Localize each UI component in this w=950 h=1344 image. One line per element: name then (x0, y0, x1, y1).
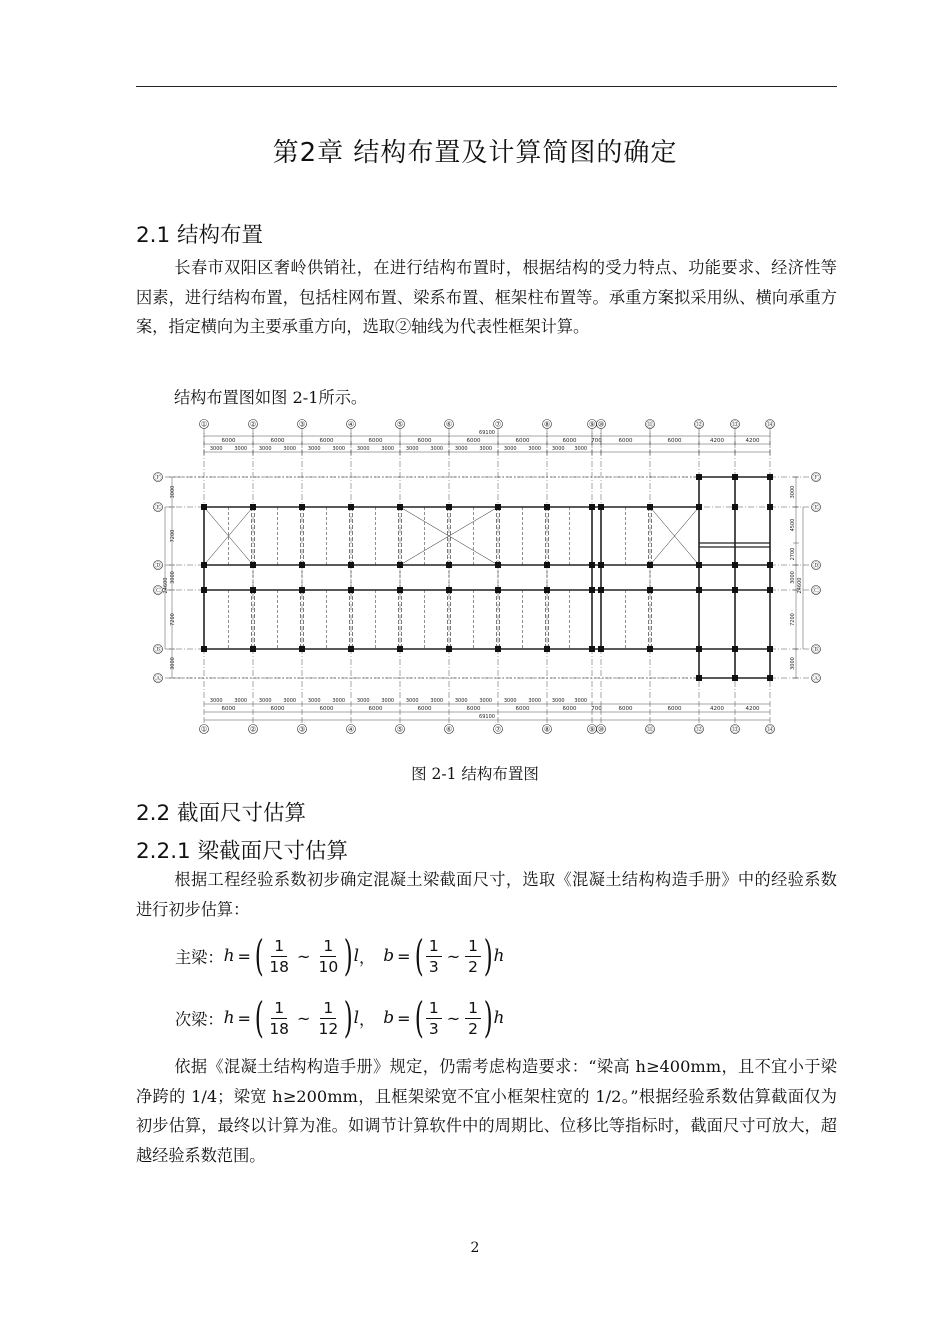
column (397, 504, 403, 510)
numerator: 1 (426, 999, 442, 1019)
dimension-half-top: 3000 (258, 446, 272, 452)
numerator: 1 (465, 999, 481, 1019)
dimension-half-bottom: 3000 (479, 698, 493, 704)
axis-label-top: ⑦ (494, 420, 502, 429)
formula-main-l: l (353, 946, 360, 966)
dimension-half-top: 3000 (332, 446, 346, 452)
formula-main-eq: = (237, 946, 251, 966)
column (767, 562, 773, 568)
dimension-half-bottom: 3000 (430, 698, 444, 704)
column (201, 504, 207, 510)
dimension-span-top: 6000 (618, 438, 633, 444)
axis-label-bottom: ③ (298, 725, 306, 734)
structural-layout-drawing (150, 415, 830, 745)
paragraph-figure-ref-text: 结构布置图如图 2-1所示。 (174, 388, 368, 407)
dimension-span-top: 700 (591, 438, 602, 444)
column (544, 587, 550, 593)
section-heading-2-1: 2.1 结构布置 (136, 223, 264, 248)
axis-label-bottom: ⑩ (597, 725, 605, 734)
dimension-half-bottom: 3000 (258, 698, 272, 704)
axis-label-right: Ⓓ (812, 561, 820, 570)
axis-label-top: ④ (347, 420, 355, 429)
paragraph-layout-text: 长春市双阳区奢岭供销社，在进行结构布置时，根据结构的受力特点、功能要求、经济性等因素，进行结构布置，包括柱网布置、梁系布置、框架柱布置等。承重方案拟采用纵、横向承重方案，指定横向为主要承重方向，选取②轴线为代表性框架计算。 (136, 258, 837, 336)
dimension-span-top: 6000 (368, 438, 383, 444)
fraction (426, 937, 442, 976)
dimension-span-bottom: 6000 (466, 706, 481, 712)
axis-label-bottom: ① (200, 725, 208, 734)
axis-label-left: Ⓔ (154, 503, 162, 512)
column (696, 675, 702, 681)
dimension-half-top: 3000 (454, 446, 468, 452)
axis-label-right: Ⓕ (812, 473, 820, 482)
paragraph-construction-req-text: 依据《混凝土结构构造手册》规定，仍需考虑构造要求：“梁高 h≥400mm，且不宜小于梁净跨的 1/4；梁宽 h≥200mm，且框架梁宽不宜小框架柱宽的 1/2。”根据经验系数估算截面仅为初步估算，最终以计算为准。如调节计算软件中的周期比、位移比等指标时，截面尺寸可放大，超越经验系数范围。 (136, 1057, 837, 1165)
column (767, 646, 773, 652)
column (299, 646, 305, 652)
dimension-half-bottom: 3000 (209, 698, 223, 704)
fraction (426, 999, 442, 1038)
column (732, 474, 738, 480)
axis-label-bottom: ⑥ (445, 725, 453, 734)
axis-label-top: ⑩ (597, 420, 605, 429)
denominator: 3 (428, 1019, 439, 1038)
formula-main-comma: ， (359, 948, 376, 967)
dimension-half-top: 3000 (209, 446, 223, 452)
column (732, 587, 738, 593)
dimension-half-bottom: 3000 (381, 698, 395, 704)
column (250, 646, 256, 652)
right-paren-icon: ) (343, 931, 353, 980)
dimension-half-bottom: 3000 (405, 698, 419, 704)
dimension-span-bottom: 700 (591, 706, 602, 712)
dimension-right: 4500 (790, 518, 796, 532)
column (348, 504, 354, 510)
dimension-total-bottom: 69100 (479, 714, 495, 720)
paragraph-construction-req (136, 1052, 837, 1170)
formula-sec-h2: h (493, 1008, 505, 1028)
column (446, 646, 452, 652)
column (598, 587, 604, 593)
numerator: 1 (426, 937, 442, 957)
left-paren-icon: ( (254, 931, 264, 980)
dimension-left: 7200 (170, 613, 176, 626)
dimension-span-top: 6000 (417, 438, 432, 444)
dimension-half-top: 3000 (479, 446, 493, 452)
formula-sec-eq: = (237, 1008, 251, 1028)
column (732, 504, 738, 510)
fraction (315, 999, 341, 1038)
column (397, 587, 403, 593)
column (348, 562, 354, 568)
dimension-half-bottom: 3000 (283, 698, 297, 704)
paragraph-figure-ref (136, 383, 837, 413)
column (495, 504, 501, 510)
chapter-title: 第2章 结构布置及计算简图的确定 (272, 138, 678, 168)
denominator: 2 (468, 1019, 479, 1038)
column (589, 587, 595, 593)
formula-secondary-beam (175, 990, 504, 1046)
column (696, 504, 702, 510)
numerator: 1 (320, 937, 336, 957)
axis-label-top: ① (200, 420, 208, 429)
column (299, 587, 305, 593)
dimension-half-top: 3000 (283, 446, 297, 452)
dimension-span-bottom: 6000 (618, 706, 633, 712)
axis-label-bottom: ⑦ (494, 725, 502, 734)
axis-label-top: ⑥ (445, 420, 453, 429)
column (397, 562, 403, 568)
axis-label-top: ⑫ (695, 420, 703, 429)
axis-label-bottom: ⑧ (543, 725, 551, 734)
dimension-left: 3000 (170, 571, 176, 584)
dimension-left: 7200 (170, 529, 176, 543)
axis-label-bottom: ⑫ (695, 725, 703, 734)
dimension-span-top: 6000 (319, 438, 334, 444)
dimension-half-top: 3000 (381, 446, 395, 452)
formula-main-beam (175, 928, 504, 984)
dimension-span-bottom: 6000 (368, 706, 383, 712)
paragraph-beam-estimate (136, 865, 837, 924)
axis-label-right: Ⓐ (812, 674, 820, 683)
dimension-right: 3000 (790, 485, 796, 499)
denominator: 12 (318, 1019, 339, 1038)
formula-main-eq2: = (397, 946, 411, 966)
column (348, 587, 354, 593)
column (446, 587, 452, 593)
axis-label-top: ⑧ (543, 420, 551, 429)
axis-label-top: ⑪ (646, 420, 654, 429)
right-paren-icon: ) (483, 931, 493, 980)
column (446, 562, 452, 568)
section-heading-2-2-1: 2.2.1 梁截面尺寸估算 (136, 839, 349, 864)
dimension-span-top: 6000 (515, 438, 530, 444)
formula-main-h2: h (493, 946, 505, 966)
column (544, 562, 550, 568)
column (299, 562, 305, 568)
numerator: 1 (271, 999, 287, 1019)
axis-label-top: ② (249, 420, 257, 429)
column (201, 587, 207, 593)
dimension-span-top: 6000 (221, 438, 236, 444)
axis-label-bottom: ⑨ (588, 725, 596, 734)
dimension-half-top: 3000 (574, 446, 588, 452)
axis-label-top: ⑤ (396, 420, 404, 429)
formula-main-tilde: ~ (297, 946, 311, 966)
dimension-span-bottom: 6000 (667, 706, 682, 712)
column (250, 562, 256, 568)
column (446, 504, 452, 510)
column (647, 587, 653, 593)
axis-label-left: Ⓑ (154, 645, 162, 654)
denominator: 18 (269, 1019, 290, 1038)
axis-label-bottom: ⑭ (766, 725, 774, 734)
dimension-span-bottom: 6000 (270, 706, 285, 712)
page-number: 2 (470, 1240, 480, 1256)
dimension-half-bottom: 3000 (574, 698, 588, 704)
column (544, 646, 550, 652)
axis-label-bottom: ② (249, 725, 257, 734)
dimension-span-bottom: 6000 (319, 706, 334, 712)
dimension-half-top: 3000 (307, 446, 321, 452)
dimension-span-bottom: 6000 (515, 706, 530, 712)
dimension-span-top: 6000 (270, 438, 285, 444)
axis-label-top: ⑨ (588, 420, 596, 429)
header-rule (136, 86, 837, 87)
column (647, 504, 653, 510)
column (696, 562, 702, 568)
dimension-half-top: 3000 (356, 446, 370, 452)
column (647, 646, 653, 652)
dimension-half-top: 3000 (405, 446, 419, 452)
dimension-left-total: 24600 (163, 577, 169, 594)
dimension-right: 2700 (790, 547, 796, 561)
column (348, 646, 354, 652)
axis-label-bottom: ⑪ (646, 725, 654, 734)
column (299, 504, 305, 510)
numerator: 1 (320, 999, 336, 1019)
column (250, 587, 256, 593)
formula-sec-tilde2: ~ (446, 1008, 461, 1028)
paragraph-beam-estimate-text: 根据工程经验系数初步确定混凝土梁截面尺寸，选取《混凝土结构构造手册》中的经验系数进行初步估算： (136, 870, 837, 919)
column (495, 587, 501, 593)
axis-label-bottom: ④ (347, 725, 355, 734)
dimension-left: 3000 (170, 485, 176, 499)
column (201, 646, 207, 652)
dimension-half-bottom: 3000 (356, 698, 370, 704)
column (598, 646, 604, 652)
dimension-span-bottom: 6000 (417, 706, 432, 712)
fraction (465, 999, 481, 1038)
axis-label-right: Ⓒ (812, 586, 820, 595)
dimension-span-bottom: 6000 (221, 706, 236, 712)
dimension-half-bottom: 3000 (307, 698, 321, 704)
column (598, 562, 604, 568)
column (647, 562, 653, 568)
dimension-span-top: 4200 (710, 438, 724, 444)
figure-caption: 图 2-1 结构布置图 (411, 765, 539, 783)
dimension-half-top: 3000 (430, 446, 444, 452)
numerator: 1 (465, 937, 481, 957)
axis-label-top: ⑭ (766, 420, 774, 429)
formula-main-label: 主梁： (175, 948, 224, 967)
column (589, 504, 595, 510)
column (767, 474, 773, 480)
left-paren-icon: ( (414, 993, 424, 1042)
dimension-right-total: 24600 (797, 577, 803, 594)
paragraph-layout (136, 253, 837, 342)
dimension-right: 3000 (790, 571, 796, 584)
column (767, 675, 773, 681)
dimension-span-top: 6000 (667, 438, 682, 444)
axis-label-right: Ⓑ (812, 645, 820, 654)
dimension-half-bottom: 3000 (454, 698, 468, 704)
column (589, 646, 595, 652)
fraction (315, 937, 341, 976)
fraction (266, 937, 292, 976)
dimension-span-bottom: 6000 (562, 706, 577, 712)
axis-label-left: Ⓒ (154, 586, 162, 595)
formula-sec-h: h (223, 1008, 235, 1028)
dimension-half-top: 3000 (551, 446, 565, 452)
column (732, 562, 738, 568)
dimension-right: 3000 (790, 657, 796, 670)
dimension-span-bottom: 4200 (745, 706, 760, 712)
dimension-half-bottom: 3000 (332, 698, 346, 704)
column (696, 587, 702, 593)
column (495, 646, 501, 652)
column (589, 562, 595, 568)
right-paren-icon: ) (343, 993, 353, 1042)
axis-label-left: Ⓕ (154, 473, 162, 482)
left-paren-icon: ( (254, 993, 264, 1042)
column (201, 562, 207, 568)
formula-main-tilde2: ~ (446, 946, 461, 966)
column (696, 474, 702, 480)
dimension-half-top: 3000 (528, 446, 542, 452)
dimension-total-top: 69100 (479, 430, 495, 436)
dimension-left: 3000 (170, 657, 176, 670)
formula-main-b: b (383, 946, 395, 966)
dimension-right: 7200 (790, 613, 796, 626)
axis-label-left: Ⓓ (154, 561, 162, 570)
column (767, 587, 773, 593)
dimension-span-top: 4200 (745, 438, 760, 444)
left-paren-icon: ( (414, 931, 424, 980)
dimension-half-top: 3000 (234, 446, 248, 452)
axis-label-left: Ⓐ (154, 674, 162, 683)
denominator: 3 (428, 957, 439, 976)
axis-label-right: Ⓔ (812, 503, 820, 512)
column (495, 562, 501, 568)
column (598, 504, 604, 510)
column (767, 504, 773, 510)
column (732, 675, 738, 681)
dimension-span-bottom: 4200 (710, 706, 724, 712)
denominator: 10 (318, 957, 339, 976)
dimension-half-top: 3000 (503, 446, 517, 452)
formula-sec-b: b (383, 1008, 395, 1028)
dimension-half-bottom: 3000 (234, 698, 248, 704)
formula-sec-tilde: ~ (297, 1008, 311, 1028)
dimension-span-top: 6000 (466, 438, 481, 444)
column (696, 646, 702, 652)
column (250, 504, 256, 510)
dimension-half-bottom: 3000 (528, 698, 542, 704)
axis-label-top: ③ (298, 420, 306, 429)
denominator: 18 (269, 957, 290, 976)
axis-label-bottom: ⑬ (731, 725, 739, 734)
column (397, 646, 403, 652)
numerator: 1 (271, 937, 287, 957)
axis-label-top: ⑬ (731, 420, 739, 429)
section-heading-2-2: 2.2 截面尺寸估算 (136, 801, 307, 826)
denominator: 2 (468, 957, 479, 976)
column (732, 646, 738, 652)
fraction (266, 999, 292, 1038)
right-paren-icon: ) (483, 993, 493, 1042)
dimension-span-top: 6000 (562, 438, 577, 444)
formula-sec-l: l (353, 1008, 360, 1028)
fraction (465, 937, 481, 976)
formula-main-h: h (223, 946, 235, 966)
formula-sec-comma: ， (359, 1010, 376, 1029)
column (544, 504, 550, 510)
dimension-half-bottom: 3000 (551, 698, 565, 704)
axis-label-bottom: ⑤ (396, 725, 404, 734)
formula-sec-label: 次梁： (175, 1010, 224, 1029)
formula-sec-eq2: = (397, 1008, 411, 1028)
dimension-half-bottom: 3000 (503, 698, 517, 704)
